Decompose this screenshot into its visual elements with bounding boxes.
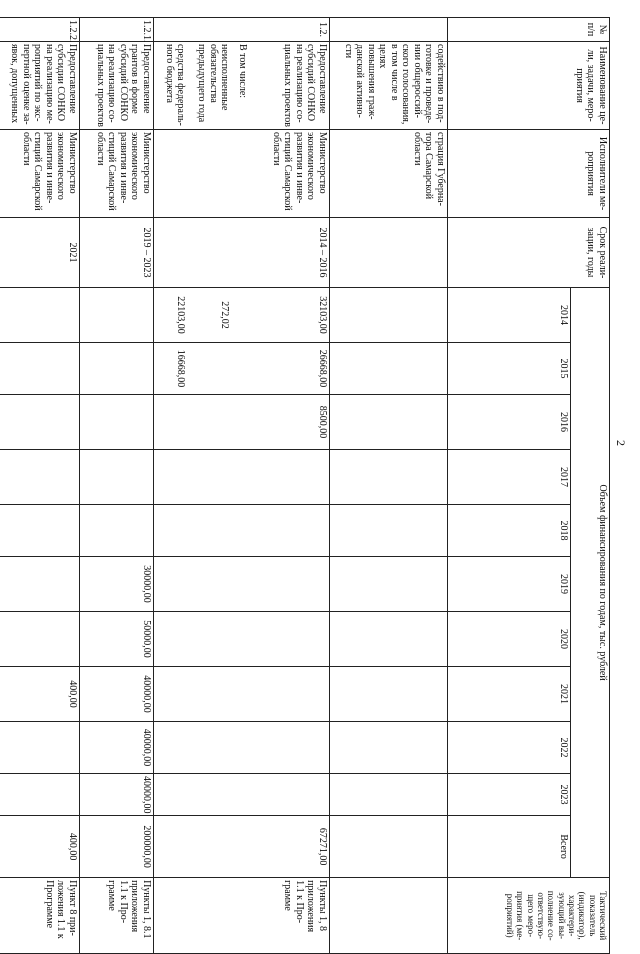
row-value <box>188 774 232 816</box>
row-total <box>232 816 250 878</box>
row-value: 8500,00 <box>250 395 330 450</box>
row-indicator <box>330 878 448 954</box>
row-value <box>154 395 188 450</box>
row-term <box>232 218 250 288</box>
row-value <box>232 722 250 774</box>
row-term <box>188 218 232 288</box>
header-volume: Объем финансирования по годам, тыс. рублей <box>571 288 610 878</box>
row-name: неисполненные обязательства предыдущего года <box>188 42 232 130</box>
row-executor <box>232 130 250 218</box>
row-value <box>0 450 80 505</box>
row-value <box>154 450 188 505</box>
row-value <box>250 505 330 557</box>
row-total <box>188 816 232 878</box>
row-value <box>154 505 188 557</box>
row-total: 400,00 <box>0 816 80 878</box>
header-year: 2019 <box>448 557 571 612</box>
header-year: 2017 <box>448 450 571 505</box>
row-value <box>0 343 80 395</box>
table-row <box>250 18 330 954</box>
page-number: 2 <box>614 440 628 446</box>
header-executor: Исполнители ме- роприятия <box>448 130 610 218</box>
row-value <box>250 774 330 816</box>
row-value <box>232 288 250 343</box>
row-number: 1.2.2. <box>0 18 80 42</box>
row-value <box>80 395 154 450</box>
row-value <box>250 557 330 612</box>
row-value: 32103,00 <box>250 288 330 343</box>
header-total: Всего <box>448 816 571 878</box>
row-value <box>80 505 154 557</box>
row-total: 200000,00 <box>80 816 154 878</box>
table-row <box>0 18 80 954</box>
row-executor: страция Губерна- тора Самарской области <box>330 130 448 218</box>
row-value <box>330 343 448 395</box>
row-value <box>0 395 80 450</box>
row-executor <box>188 130 232 218</box>
row-value <box>188 395 232 450</box>
row-value <box>0 774 80 816</box>
header-year: 2022 <box>448 722 571 774</box>
row-value <box>330 722 448 774</box>
header-year: 2021 <box>448 667 571 722</box>
row-value <box>188 343 232 395</box>
financing-table <box>0 17 610 954</box>
row-indicator: Пункты 1, 8.1 приложения 1.1 к Про- грамме <box>80 878 154 954</box>
row-value: 40000,00 <box>80 667 154 722</box>
row-indicator <box>232 878 250 954</box>
row-value <box>80 450 154 505</box>
header-year: 2014 <box>448 288 571 343</box>
header-num: № п/п <box>448 18 610 42</box>
row-value <box>330 667 448 722</box>
table-row <box>154 18 188 954</box>
header-year: 2020 <box>448 612 571 667</box>
row-value <box>0 557 80 612</box>
header-term: Срок реали- зации, годы <box>448 218 610 288</box>
row-total <box>330 816 448 878</box>
header-row <box>571 18 610 954</box>
row-value <box>330 557 448 612</box>
row-indicator <box>154 878 188 954</box>
table-row <box>330 18 448 954</box>
row-value <box>330 774 448 816</box>
row-value: 272,02 <box>188 288 232 343</box>
row-value: 26668,00 <box>250 343 330 395</box>
row-name: Предоставление грантов в форме субсидий СОНКО на реализацию со- циальных проектов <box>80 42 154 130</box>
table-row <box>188 18 232 954</box>
row-value <box>154 774 188 816</box>
row-value: 40000,00 <box>80 722 154 774</box>
row-value: 30000,00 <box>80 557 154 612</box>
row-value: 40000,00 <box>80 774 154 816</box>
row-number <box>154 18 188 42</box>
row-name: Предоставление субсидии СОНКО на реализацию ме- роприятий по экс- пертной оценке за- явок, допущенных <box>0 42 80 130</box>
table-body <box>0 18 448 954</box>
row-total <box>154 816 188 878</box>
row-value <box>154 557 188 612</box>
row-value <box>232 395 250 450</box>
row-value: 16668,00 <box>154 343 188 395</box>
row-value: 50000,00 <box>80 612 154 667</box>
row-value <box>188 505 232 557</box>
row-value <box>80 288 154 343</box>
row-value <box>232 774 250 816</box>
row-value <box>232 667 250 722</box>
row-value <box>250 450 330 505</box>
row-name: Предоставление субсидий СОНКО на реализацию со- циальных проектов <box>250 42 330 130</box>
header-year: 2023 <box>448 774 571 816</box>
row-term <box>154 218 188 288</box>
row-value <box>232 557 250 612</box>
row-executor: Министерство экономического развития и инве- стиций Самарской области <box>0 130 80 218</box>
row-value <box>330 450 448 505</box>
row-name: содействию в под- готовке и проведе- нии общероссий- ского голосования, в том числе в целях повышения граж- данской активно- сти <box>330 42 448 130</box>
row-indicator <box>188 878 232 954</box>
row-name: средства федераль- ного бюджета <box>154 42 188 130</box>
row-indicator: Пункт 8 при- ложения 1.1 к Программе <box>0 878 80 954</box>
row-value: 22103,00 <box>154 288 188 343</box>
row-value <box>188 557 232 612</box>
header-name: Наименование це- ли, задачи, меро- приятия <box>448 42 610 130</box>
row-executor <box>154 130 188 218</box>
row-value <box>154 612 188 667</box>
row-number <box>232 18 250 42</box>
table-row <box>232 18 250 954</box>
row-term <box>330 218 448 288</box>
row-total: 67271,00 <box>250 816 330 878</box>
row-value <box>188 450 232 505</box>
row-value <box>330 395 448 450</box>
row-value <box>188 612 232 667</box>
row-value <box>232 343 250 395</box>
header-year: 2015 <box>448 343 571 395</box>
row-value <box>188 667 232 722</box>
row-value <box>0 288 80 343</box>
row-value <box>0 612 80 667</box>
table-row <box>80 18 154 954</box>
row-value <box>188 722 232 774</box>
row-value <box>232 612 250 667</box>
row-value <box>154 667 188 722</box>
row-value <box>330 505 448 557</box>
row-number <box>188 18 232 42</box>
row-value <box>250 612 330 667</box>
row-value <box>80 343 154 395</box>
row-value <box>330 288 448 343</box>
row-executor: Министерство экономического развития и инве- стиций Самарской области <box>80 130 154 218</box>
row-term: 2019 – 2023 <box>80 218 154 288</box>
row-value <box>0 505 80 557</box>
row-value <box>0 722 80 774</box>
row-value <box>232 450 250 505</box>
header-year: 2016 <box>448 395 571 450</box>
row-name: В том числе: <box>232 42 250 130</box>
row-value <box>250 722 330 774</box>
header-year: 2018 <box>448 505 571 557</box>
row-term: 2014 – 2016 <box>250 218 330 288</box>
row-term: 2021 <box>0 218 80 288</box>
row-value <box>232 505 250 557</box>
row-value <box>250 667 330 722</box>
row-value: 400,00 <box>0 667 80 722</box>
row-indicator: Пункты 1, 8 приложения 1.1 к Про- грамме <box>250 878 330 954</box>
header-indicator: Тактический показатель (индикатор), характери- зующий вы- полнение со- ответствую- щего меро- приятия (ме- роприятий) <box>448 878 610 954</box>
row-executor: Министерство экономического развития и инве- стиций Самарской области <box>250 130 330 218</box>
row-number <box>330 18 448 42</box>
row-number: 1.2.1. <box>80 18 154 42</box>
row-value <box>330 612 448 667</box>
row-number: 1.2. <box>250 18 330 42</box>
row-value <box>154 722 188 774</box>
